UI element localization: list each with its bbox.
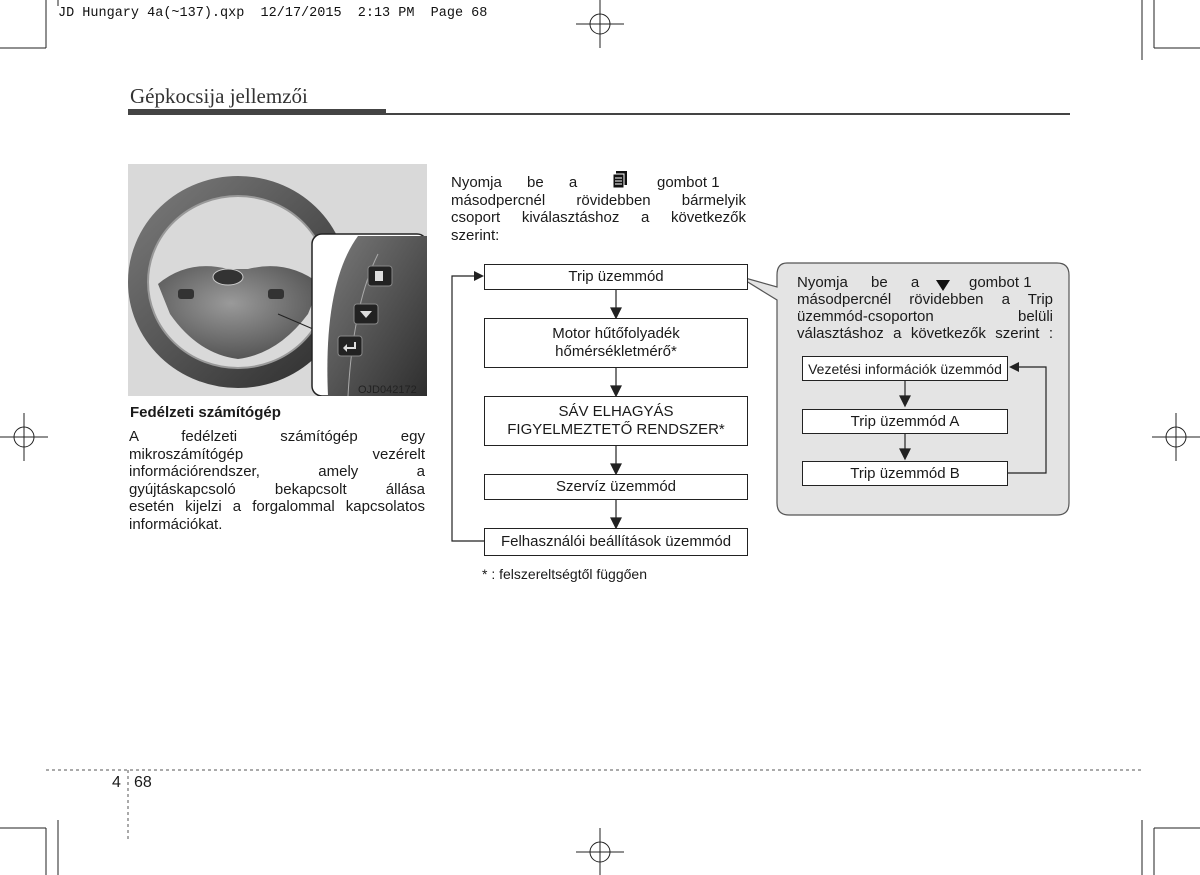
flow-loop-line [452, 276, 485, 541]
figure-code: OJD042172 [358, 384, 417, 396]
callout-paragraph [797, 274, 1053, 342]
intro-text-before: Nyomja be a [451, 174, 578, 191]
title-rule [386, 113, 1070, 115]
sub-box-driving-info [802, 356, 1008, 381]
flow-box-label: Felhasználói beállítások üzemmód [500, 533, 732, 550]
flow-box-label: Motor hűtőfolyadék [552, 325, 680, 342]
sub-box-label: Trip üzemmód A [850, 413, 960, 430]
flow-box-label: SÁV ELHAGYÁS [558, 403, 674, 420]
section-heading: Fedélzeti számítógép [130, 404, 281, 421]
footnote: * : felszereltségtől függően [482, 566, 647, 582]
page-number: 68 [134, 774, 152, 791]
flow-box-lane-departure [484, 396, 748, 446]
callout-text-after: gombot 1 [969, 274, 1032, 291]
intro-line: másodpercnél rövidebben bármelyik [451, 191, 746, 209]
title-bar [128, 109, 386, 115]
section-title: Gépkocsija jellemzői [130, 84, 308, 108]
callout-line: másodpercnél rövidebben a Trip [797, 291, 1053, 308]
flow-box-label: Szervíz üzemmód [555, 478, 677, 495]
callout-text-before: Nyomja be a [797, 274, 920, 291]
callout-line: választáshoz a következők szerint : [797, 325, 1053, 342]
description-paragraph [129, 428, 425, 533]
description-line: A fedélzeti számítógép egy [129, 428, 425, 445]
flow-box-user-settings [484, 528, 748, 556]
loop-arrowhead [474, 271, 484, 281]
description-line: esetén kijelzi a forgalommal kapcsolatos [129, 498, 425, 515]
chapter-number: 4 [112, 774, 121, 791]
flow-box-trip [484, 264, 748, 290]
description-line: információrendszer, amely a [129, 463, 425, 480]
intro-line: csoport kiválasztáshoz a következők [451, 209, 746, 226]
description-line: gyújtáskapcsoló bekapcsolt állása [129, 480, 425, 498]
flow-box-coolant [484, 318, 748, 368]
sub-box-trip-a [802, 409, 1008, 434]
flow-box-service [484, 474, 748, 500]
flow-box-label: Trip üzemmód [568, 268, 664, 285]
sub-box-label: Trip üzemmód B [850, 465, 960, 482]
intro-text-after: gombot 1 [657, 174, 720, 191]
description-line: információkat. [129, 515, 223, 533]
flow-box-label: FIGYELMEZTETŐ RENDSZER* [507, 421, 725, 438]
print-slug: JD Hungary 4a(~137).qxp 12/17/2015 2:13 PM Page 68 [58, 6, 488, 21]
steering-wheel-figure [128, 164, 427, 396]
steering-wheel-icon [128, 164, 427, 396]
description-line: mikroszámítógép vezérelt [129, 445, 425, 463]
sub-box-trip-b [802, 461, 1008, 486]
sub-box-label: Vezetési információk üzemmód [808, 360, 1002, 377]
intro-line: szerint: [451, 226, 500, 244]
callout-line: üzemmód-csoporton belüli [797, 308, 1053, 325]
flow-box-label: hőmérsékletmérő* [555, 343, 677, 360]
intro-paragraph [451, 174, 746, 244]
